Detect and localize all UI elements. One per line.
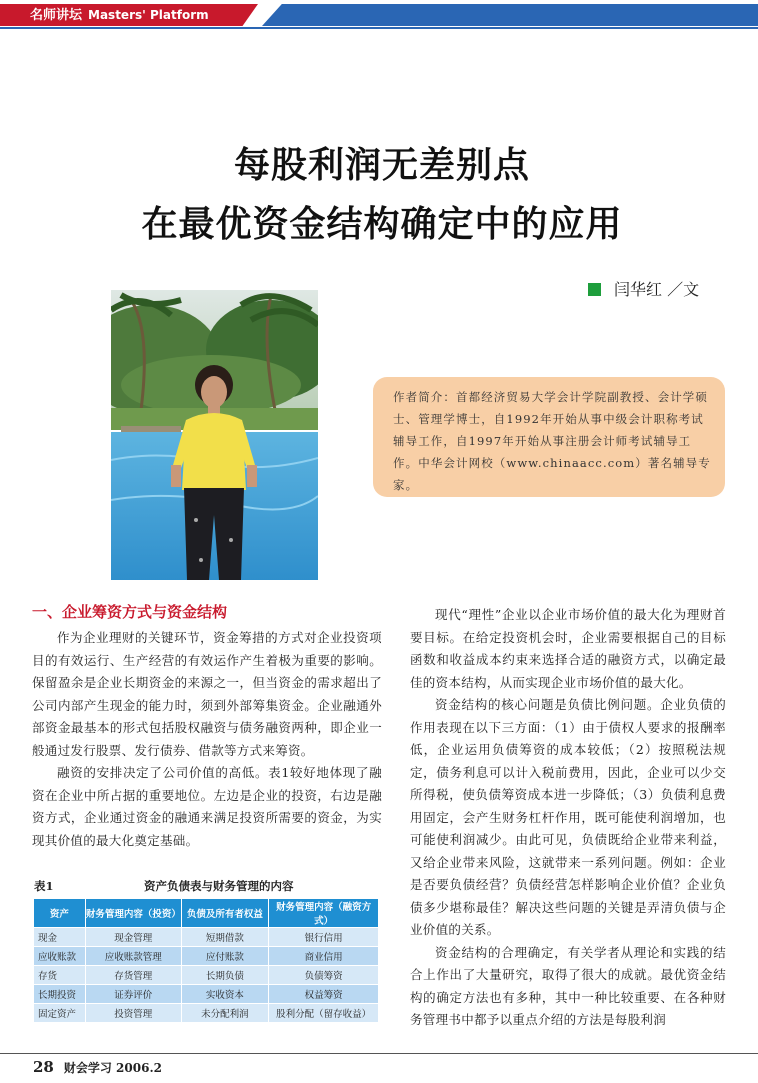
table-header-cell: 资产 (34, 899, 86, 928)
table-header-row (34, 899, 379, 928)
author-bio-box: 作者简介：首都经济贸易大学会计学院副教授、会计学硕士、管理学博士，自1992年开始从事中级会计职称考试辅导工作，自1997年开始从事注册会计师考试辅导工作。中华会计网校（www.chinaacc.com）著名辅导专家。 (373, 377, 725, 497)
header-blue-band (262, 4, 758, 26)
table-row (34, 1004, 379, 1023)
table-cell: 股利分配（留存收益） (269, 1004, 379, 1023)
article-title-line-1: 每股利润无差别点 (233, 145, 530, 186)
right-column (410, 604, 726, 1032)
article-title-line-2: 在最优资金结构确定中的应用 (141, 204, 623, 245)
body-paragraph: 作为企业理财的关键环节，资金筹措的方式对企业投资项目的有效运行、生产经营的有效运作产生着极为重要的影响。保留盈余是企业长期资金的来源之一，但当资金的需求超出了公司内部产生现金的能力时，须到外部筹集资金。企业融通外部资金最基本的形式包括股权融资与债务融资两种，即企业一般通过发行股票、发行债券、借款等方式来筹资。 (32, 630, 382, 758)
table-number: 表1 (34, 879, 54, 893)
table-row (34, 985, 379, 1004)
table-cell: 应收账款管理 (85, 947, 181, 966)
table-cell: 存货管理 (85, 966, 181, 985)
section-label-en: Masters' Platform (88, 8, 209, 22)
section-label (30, 5, 209, 26)
author-photo-image (111, 290, 318, 580)
table-cell: 长期负债 (181, 966, 269, 985)
journal-issue: 财会学习 2006.2 (63, 1061, 162, 1075)
footer-rule (0, 1053, 758, 1054)
page-number: 28 (33, 1058, 54, 1076)
body-paragraph: 资金结构的核心问题是负债比例问题。企业负债的作用表现在以下三方面：（1）由于债权人要求的报酬率低，企业运用负债筹资的成本较低；（2）按照税法规定，债务利息可以计入税前费用，因此，企业可以少交所得税，使负债筹资成本进一步降低；（3）负债利息费用固定，会产生财务杠杆作用，既可能使利润增加，也可能使利润减少。由此可见，负债既给企业带来利益，又给企业带来风险，这就带来一系列问题。例如：企业是否要负债经营？负债经营怎样影响企业价值？企业负债多少堪称最佳？解决这些问题的关键是弄清负债与企业价值的关系。 (410, 697, 726, 937)
table-cell: 投资管理 (85, 1004, 181, 1023)
table-row (34, 928, 379, 947)
table-caption: 资产负债表与财务管理的内容 (144, 879, 294, 893)
page-footer (33, 1058, 162, 1076)
balance-sheet-table (33, 898, 379, 1023)
table-cell: 现金 (34, 928, 86, 947)
left-column (32, 627, 382, 852)
table-cell: 权益筹资 (269, 985, 379, 1004)
table-cell: 存货 (34, 966, 86, 985)
table-header-cell: 财务管理内容（融资方式） (269, 899, 379, 928)
section-label-cn: 名师讲坛 (30, 8, 83, 23)
table-cell: 商业信用 (269, 947, 379, 966)
table-cell: 证券评价 (85, 985, 181, 1004)
author-byline (588, 277, 699, 300)
body-paragraph: 资金结构的合理确定，有关学者从理论和实践的结合上作出了大量研究，取得了很大的成就。最优资金结构的确定方法也有多种，其中一种比较重要、在各种财务管理书中都予以重点介绍的方法是每股利润 (410, 944, 726, 1027)
table-row (34, 966, 379, 985)
table-cell: 银行信用 (269, 928, 379, 947)
table-cell: 长期投资 (34, 985, 86, 1004)
page-header-bar (0, 0, 758, 30)
table-cell: 未分配利润 (181, 1004, 269, 1023)
table-cell: 应收账款 (34, 947, 86, 966)
table-cell: 实收资本 (181, 985, 269, 1004)
table-header-cell: 负债及所有者权益 (181, 899, 269, 928)
body-paragraph: 融资的安排决定了公司价值的高低。表1较好地体现了融资在企业中所占据的重要地位。左边是企业的投资，右边是融资方式，企业通过资金的融通来满足投资所需要的资金，为实现其价值的最大化奠定基础。 (32, 765, 382, 848)
table-cell: 固定资产 (34, 1004, 86, 1023)
table-header-cell: 财务管理内容（投资） (85, 899, 181, 928)
green-square-icon (588, 283, 601, 296)
table-cell: 现金管理 (85, 928, 181, 947)
table-cell: 负债筹资 (269, 966, 379, 985)
author-photo (111, 290, 318, 580)
section-heading-1: 一、企业筹资方式与资金结构 (32, 603, 228, 621)
table-cell: 应付账款 (181, 947, 269, 966)
table-row (34, 947, 379, 966)
table-cell: 短期借款 (181, 928, 269, 947)
author-name: 闫华红 ／文 (614, 280, 700, 299)
header-rule (0, 27, 758, 29)
body-paragraph: 现代“理性”企业以企业市场价值的最大化为理财首要目标。在给定投资机会时，企业需要根据自己的目标函数和收益成本约束来选择合适的融资方式，以确定最佳的资本结构，从而实现企业市场价值的最大化。 (410, 607, 726, 690)
